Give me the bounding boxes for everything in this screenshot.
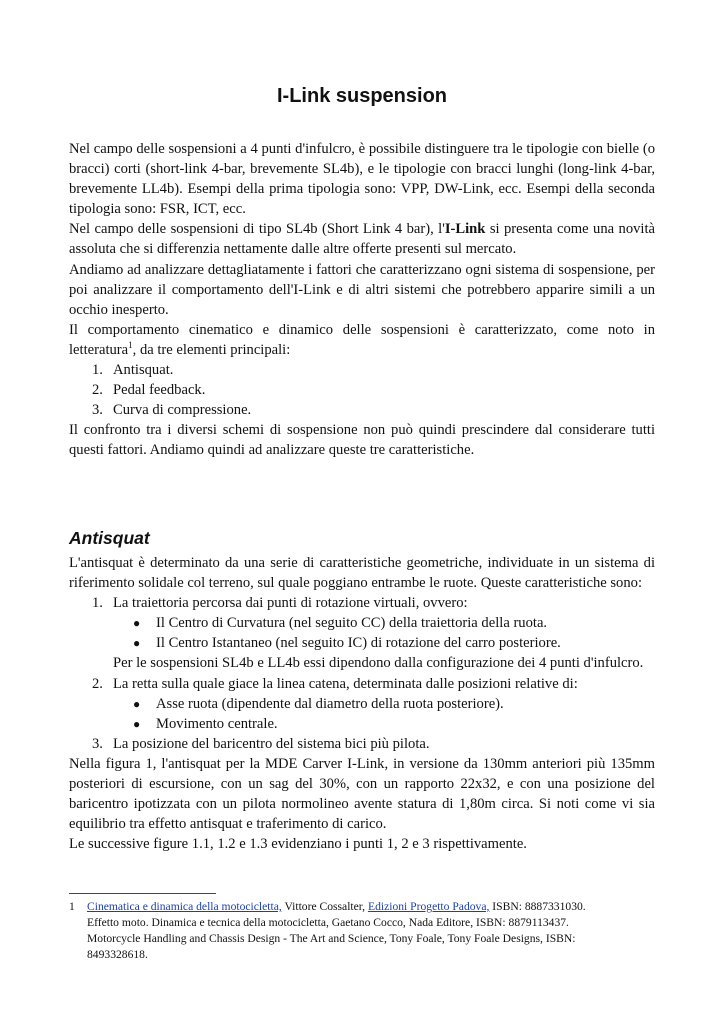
intro-paragraph-1: Nel campo delle sospensioni a 4 punti d'infulcro, è possibile distinguere tra le tipologie con bielle (o bracci) corti (short-link 4-bar, brevemente SL4b), e le tipologie con bracci lunghi (long-link 4-bar, brevemente LL4b). Esempi della prima tipologia sono: VPP, DW-Link, ecc. Esempi della seconda tipologia sono: FSR, ICT, ecc. [69, 141, 655, 218]
list-number: 1. [92, 595, 103, 612]
bullet-item [69, 714, 655, 734]
antisquat-section [69, 527, 655, 854]
bullet-text: Il Centro Istantaneo (nel seguito IC) di rotazione del carro posteriore. [156, 635, 561, 652]
list-item [69, 400, 655, 420]
reference-isbn: ISBN: 8887331030. [489, 900, 586, 913]
intro-p2-text-after: si presenta come una novità assoluta che si differenzia nettamente dalle altre offerte presenti sul mercato. [69, 221, 655, 258]
intro-paragraph-2 [69, 219, 655, 259]
bullet-item [69, 633, 655, 653]
list-item-text: La retta sulla quale giace la linea catena, determinata dalle posizioni relative di: [113, 675, 578, 692]
intro-p4-text-before: Il comportamento cinematico e dinamico delle sospensioni è caratterizzato, come noto in letteratura [69, 321, 655, 358]
antisquat-heading: Antisquat [69, 528, 150, 548]
footnote [69, 899, 655, 963]
bullet-text: Asse ruota (dipendente dal diametro della ruota posteriore). [156, 695, 504, 712]
page-title: I-Link suspension [276, 85, 448, 107]
intro-p4-text-after: , da tre elementi principali: [132, 341, 291, 358]
antisquat-paragraph-1: L'antisquat è determinato da una serie di caratteristiche geometriche, individuate in un sistema di riferimento solidale col terreno, sul quale poggiano entrambe le ruote. Queste caratteristiche sono: [69, 555, 655, 592]
antisquat-paragraph-3: Le successive figure 1.1, 1.2 e 1.3 evidenziano i punti 1, 2 e 3 rispettivamente. [69, 836, 527, 853]
list-number: 2. [92, 675, 103, 692]
antisquat-paragraph-2: Nella figura 1, l'antisquat per la MDE Carver I-Link, in versione da 130mm anteriori più 135mm posteriori di escursione, con un sag del 30%, con un rapporto 22x32, e con una posizione del baricentro ipotizzata con un pilota normolineo avente statura di 1,80m circa. Si noti come vi sia equilibrio tra effetto antisquat e traferimento di carico. [69, 755, 655, 833]
reference-title-link[interactable]: Cinematica e dinamica della motocicletta, [87, 900, 282, 913]
intro-section [69, 139, 655, 461]
footnote-reference[interactable]: 1 [128, 340, 133, 351]
list-item [69, 593, 655, 613]
footnote-reference-3-continued: 8493328618. [87, 948, 148, 961]
intro-paragraph-3: Andiamo ad analizzare dettagliatamente i fattori che caratterizzano ogni sistema di sospensione, per poi analizzare il comportamento dell'I-Link e di altri sistemi che potrebbero apparire simili a un occhio inesperto. [69, 261, 655, 318]
i-link-bold-term: I-Link [444, 221, 486, 238]
list-item-note: Per le sospensioni SL4b e LL4b essi dipendono dalla configurazione dei 4 punti d'infulcro. [113, 655, 644, 672]
footnote-number: 1 [69, 900, 75, 913]
intro-p2-text-before: Nel campo delle sospensioni di tipo SL4b (Short Link 4 bar), l' [69, 221, 445, 238]
list-number: 3. [92, 735, 103, 752]
bullet-icon: ● [133, 716, 141, 731]
footnote-reference-3: Motorcycle Handling and Chassis Design - The Art and Science, Tony Foale, Tony Foale Designs, ISBN: [87, 932, 576, 945]
intro-paragraph-5: Il confronto tra i diversi schemi di sospensione non può quindi prescindere dal considerare tutti questi fattori. Andiamo quindi ad analizzare queste tre caratteristiche. [69, 422, 655, 459]
list-item [69, 734, 655, 754]
footnote-text [69, 899, 655, 963]
bullet-text: Il Centro di Curvatura (nel seguito CC) della traiettoria della ruota. [156, 615, 548, 632]
intro-paragraph-4 [69, 320, 655, 360]
list-number: 3. [92, 402, 103, 419]
list-item [69, 674, 655, 694]
footnote-reference-1 [87, 899, 655, 915]
list-item [69, 360, 655, 380]
list-item-text: Pedal feedback. [113, 382, 206, 399]
footnote-reference-2: Effetto moto. Dinamica e tecnica della motocicletta, Gaetano Cocco, Nada Editore, ISBN: 8879113437. [87, 916, 569, 929]
bullet-text: Movimento centrale. [156, 715, 278, 732]
list-item-text: La posizione del baricentro del sistema bici più pilota. [113, 735, 430, 752]
list-item-text: Antisquat. [113, 362, 174, 379]
reference-author: Vittore Cossalter, [281, 900, 368, 913]
reference-publisher-link[interactable]: Edizioni Progetto Padova, [367, 900, 490, 913]
list-item-text: La traiettoria percorsa dai punti di rotazione virtuali, ovvero: [113, 595, 468, 612]
bullet-icon: ● [133, 636, 141, 651]
list-item [69, 380, 655, 400]
bullet-item [69, 694, 655, 714]
list-number: 2. [92, 382, 103, 399]
list-item-text: Curva di compressione. [113, 402, 252, 419]
bullet-icon: ● [133, 616, 141, 631]
bullet-icon: ● [133, 696, 141, 711]
footnote-separator [69, 893, 216, 894]
list-number: 1. [92, 362, 103, 379]
bullet-item [69, 613, 655, 633]
